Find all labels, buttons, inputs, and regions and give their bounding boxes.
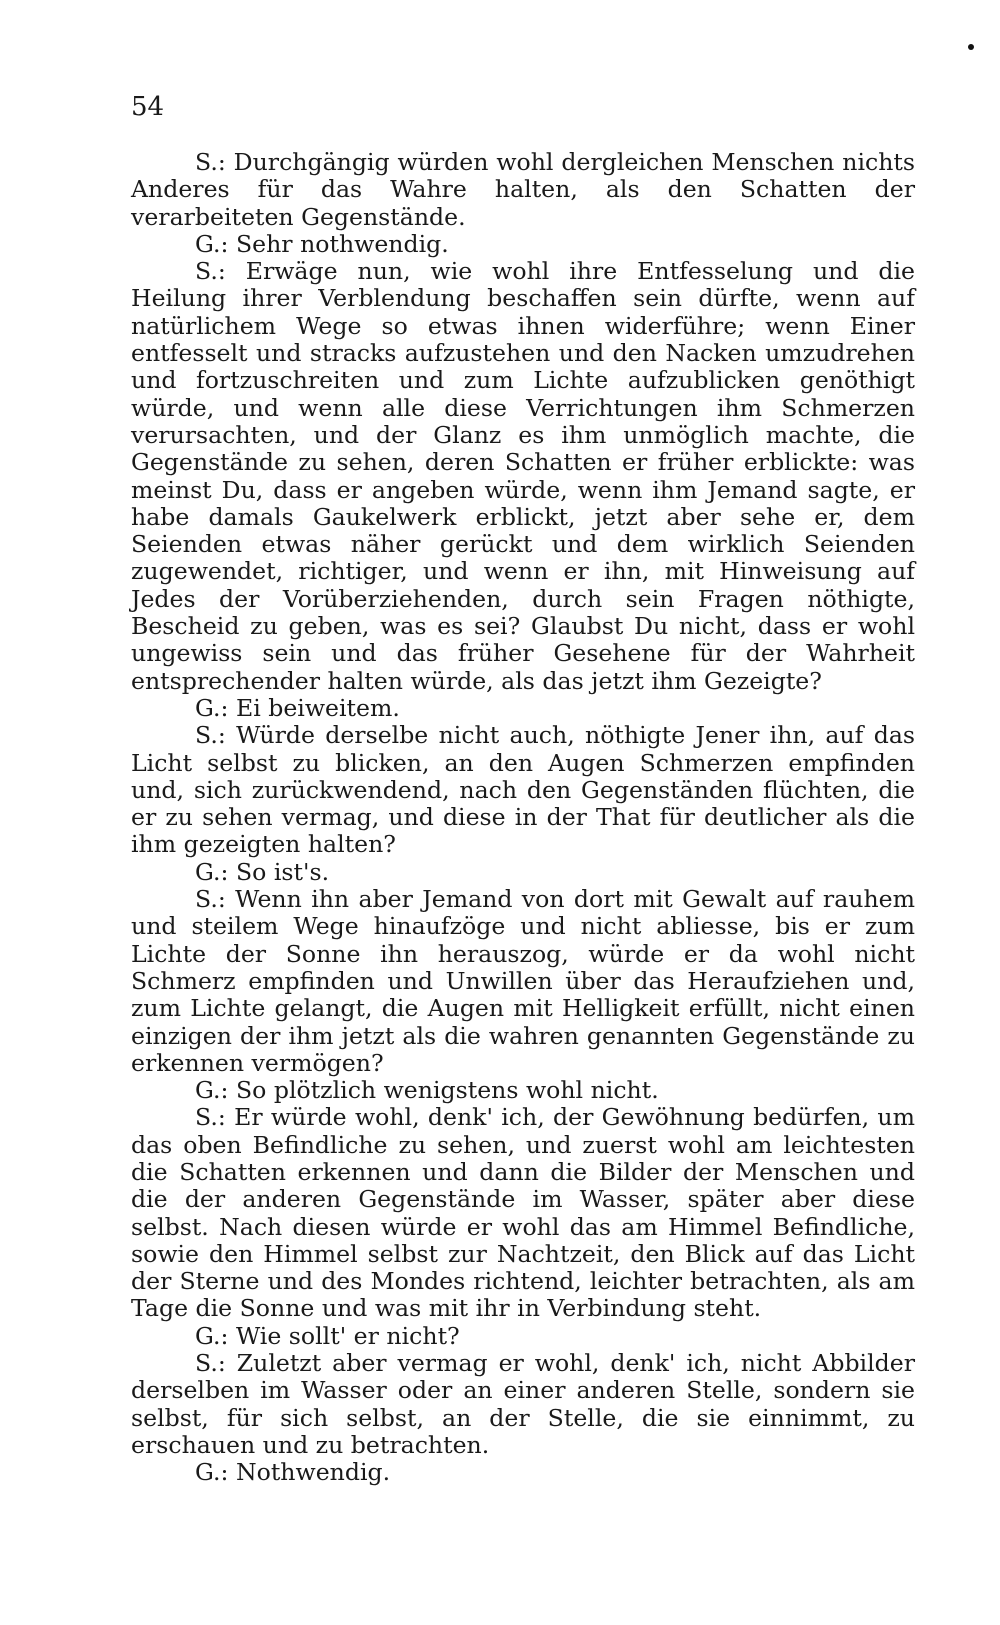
speaker-label: S.: xyxy=(195,721,226,750)
speaker-label: G.: xyxy=(195,229,229,258)
paragraph-text: Wie sollt' er nicht? xyxy=(228,1321,460,1350)
paragraph-text: Ei beiweitem. xyxy=(228,693,400,722)
paragraph-text: Er würde wohl, denk' ich, der Gewöhnung bedürfen, um das oben Befindliche zu sehen, und zuerst wohl am leichtesten die Schatten erkennen und dann die Bilder der Menschen und die der anderen Gegenstände im Wasser, später aber diese selbst. Nach diesen würde er wohl das am Himmel Befindliche, sowie den Himmel selbst zur Nachtzeit, den Blick auf das Licht der Sterne und des Mondes richtend, leichter betrachten, als am Tage die Sonne und was mit ihr in Verbindung steht. xyxy=(131,1103,915,1323)
paragraph-text: Zuletzt aber vermag er wohl, denk' ich, nicht Abbilder derselben im Wasser oder an einer anderen Stelle, sondern sie selbst, für sich selbst, an der Stelle, die sie einnimmt, zu erschauen und zu betrachten. xyxy=(131,1349,915,1459)
speaker-label: G.: xyxy=(195,693,229,722)
paragraph-text: So plötzlich wenigstens wohl nicht. xyxy=(228,1076,659,1105)
printing-speck xyxy=(968,44,974,50)
speaker-label: S.: xyxy=(195,1349,226,1378)
paragraph xyxy=(131,258,915,695)
paragraph xyxy=(131,859,915,886)
paragraph xyxy=(131,149,915,231)
paragraph xyxy=(131,695,915,722)
paragraph-text: Durchgängig würden wohl dergleichen Menschen nichts Anderes für das Wahre halten, als den Schatten der verarbeiteten Gegenstände. xyxy=(131,148,915,231)
speaker-label: S.: xyxy=(195,885,226,914)
page-number: 54 xyxy=(131,92,165,122)
speaker-label: G.: xyxy=(195,1458,229,1487)
speaker-label: G.: xyxy=(195,857,229,886)
dialogue-text xyxy=(131,149,915,1487)
paragraph xyxy=(131,1323,915,1350)
paragraph-text: Würde derselbe nicht auch, nöthigte Jener ihn, auf das Licht selbst zu blicken, an den Augen Schmerzen empfinden und, sich zurückwendend, nach den Gegenständen flüchten, die er zu sehen vermag, und diese in der That für deutlicher als die ihm gezeigten halten? xyxy=(131,721,915,859)
paragraph-text: Wenn ihn aber Jemand von dort mit Gewalt auf rauhem und steilem Wege hinaufzöge und nicht abliesse, bis er zum Lichte der Sonne ihn herauszog, würde er da wohl nicht Schmerz empfinden und Unwillen über das Heraufziehen und, zum Lichte gelangt, die Augen mit Helligkeit erfüllt, nicht einen einzigen der ihm jetzt als die wahren genannten Gegenstände zu erkennen vermögen? xyxy=(131,885,915,1077)
paragraph-text: Nothwendig. xyxy=(228,1458,391,1487)
paragraph xyxy=(131,1459,915,1486)
paragraph-text: So ist's. xyxy=(228,857,330,886)
speaker-label: G.: xyxy=(195,1321,229,1350)
paragraph xyxy=(131,1077,915,1104)
speaker-label: S.: xyxy=(195,148,226,176)
paragraph xyxy=(131,1350,915,1459)
paragraph xyxy=(131,886,915,1077)
paragraph-text: Erwäge nun, wie wohl ihre Entfesselung und die Heilung ihrer Verblendung beschaffen sein dürfte, wenn auf natürlichem Wege so etwas ihnen widerführe; wenn Einer entfesselt und stracks aufzustehen und den Nacken umzudrehen und fortzuschreiten und zum Lichte aufzublicken genöthigt würde, und wenn alle diese Verrichtungen ihm Schmerzen verursachten, und der Glanz es ihm unmöglich machte, die Gegenstände zu sehen, deren Schatten er früher erblickte: was meinst Du, dass er angeben würde, wenn ihm Jemand sagte, er habe damals Gaukelwerk erblickt, jetzt aber sehe er, dem Seienden etwas näher gerückt und dem wirklich Seienden zugewendet, richtiger, und wenn er ihn, mit Hinweisung auf Jedes der Vorüberziehenden, durch sein Fragen nöthigte, Bescheid zu geben, was es sei? Glaubst Du nicht, dass er wohl ungewiss sein und das früher Gesehene für der Wahrheit entsprechender halten würde, als das jetzt ihm Gezeigte? xyxy=(131,257,915,695)
paragraph-text: Sehr nothwendig. xyxy=(228,229,449,258)
speaker-label: G.: xyxy=(195,1076,229,1105)
paragraph xyxy=(131,722,915,858)
speaker-label: S.: xyxy=(195,1103,226,1132)
paragraph xyxy=(131,231,915,258)
speaker-label: S.: xyxy=(195,257,226,286)
paragraph xyxy=(131,1104,915,1322)
